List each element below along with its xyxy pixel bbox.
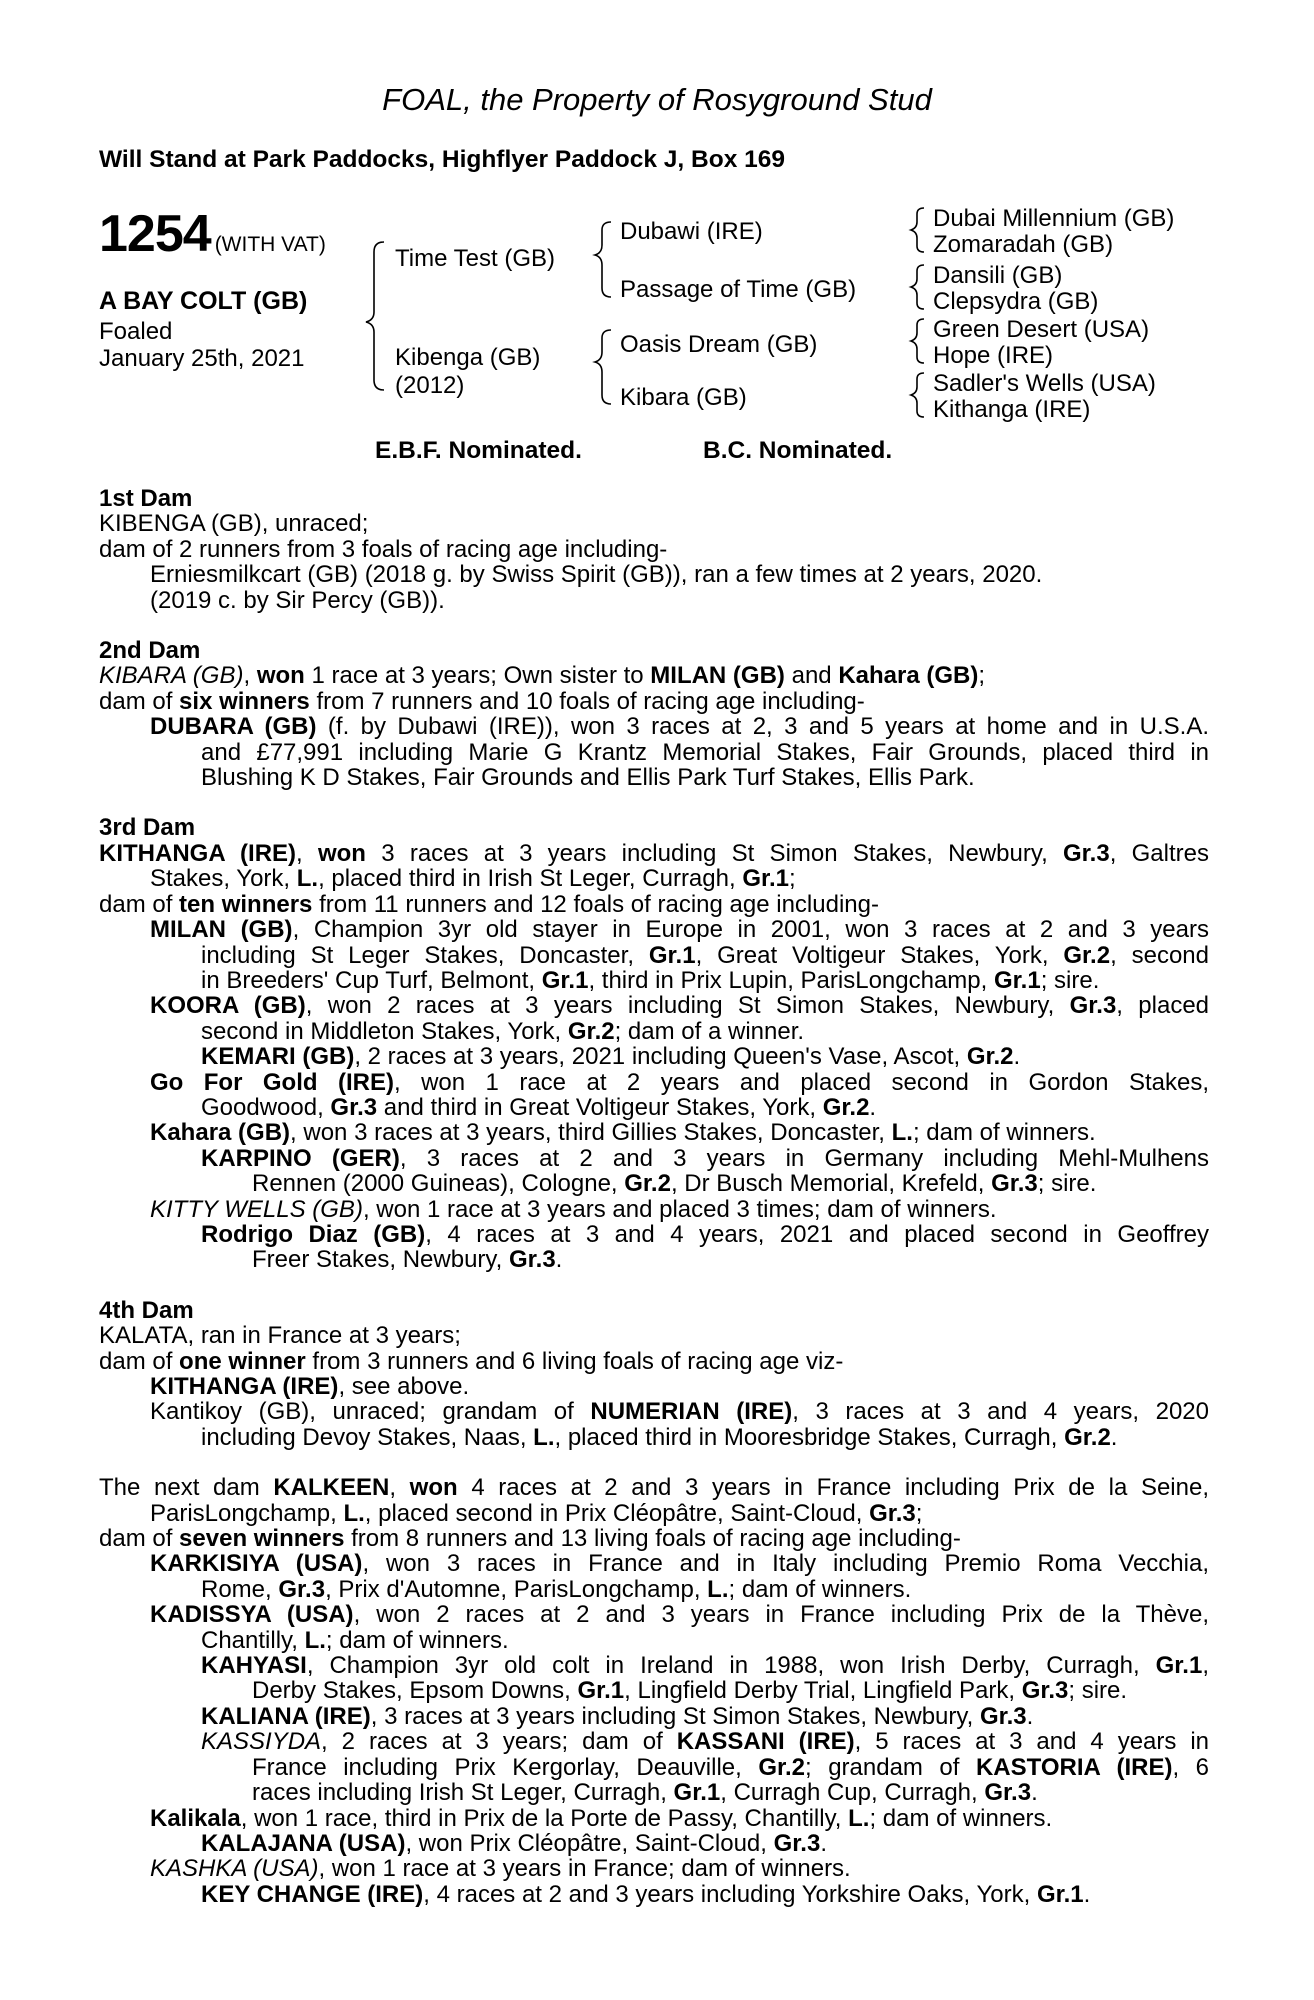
page-title: FOAL, the Property of Rosyground Stud	[382, 82, 932, 117]
text-run: , second	[1110, 941, 1209, 969]
text-run: ;	[978, 662, 986, 690]
entry-line	[99, 1374, 1209, 1399]
entry-line	[99, 943, 1209, 968]
entry-line	[99, 1247, 1209, 1272]
stand-location: Will Stand at Park Paddocks, Highflyer Paddock J, Box 169	[99, 146, 785, 173]
entry-line	[99, 993, 1209, 1018]
bold-text: KARPINO (GER)	[201, 1144, 400, 1172]
entry-line	[99, 689, 1209, 714]
bold-text: Gr.3	[278, 1575, 326, 1603]
bold-text: DUBARA (GB)	[150, 713, 317, 741]
dam-heading: 2nd Dam	[99, 637, 201, 665]
text-run: , won 3 races in France and in Italy including Premio Roma Vecchia,	[362, 1550, 1210, 1578]
text-run: .	[1031, 1779, 1038, 1807]
bold-text: one winner	[179, 1347, 306, 1375]
text-run: .	[820, 1829, 827, 1857]
text-run: .	[1110, 1423, 1118, 1451]
bold-text: L.	[848, 1804, 870, 1832]
pedigree-sdd: Clepsydra (GB)	[933, 288, 1099, 315]
text-run: , Galtres	[1109, 839, 1209, 867]
bold-text: Gr.1	[577, 1677, 625, 1705]
entry-line	[99, 1501, 1209, 1526]
bold-text: KITHANGA (IRE)	[150, 1373, 339, 1400]
pedigree-dam: Kibenga (GB)	[395, 344, 541, 371]
bold-text: Gr.3	[869, 1499, 916, 1527]
bold-text: Gr.1	[673, 1779, 721, 1807]
bold-text: Gr.2	[1064, 1423, 1111, 1451]
text-run: 1 race at 3 years; Own sister to	[304, 662, 651, 690]
pedigree-dds: Sadler's Wells (USA)	[933, 370, 1156, 397]
bold-text: Gr.1	[648, 941, 696, 969]
text-run: , won 2 races at 3 years including St Simon Stakes, Newbury,	[305, 992, 1070, 1020]
text-run: , 4 races at 2 and 3 years including Yorkshire Oaks, York,	[423, 1880, 1037, 1908]
entry-line	[99, 1526, 1209, 1551]
text-run: 4 races at 2 and 3 years in France including Prix de la Seine,	[457, 1474, 1209, 1502]
entry-line	[99, 1678, 1209, 1703]
text-run: , 3 races at 3 years including St Simon Stakes, Newbury,	[370, 1702, 980, 1730]
bold-text: Rodrigo Diaz (GB)	[201, 1220, 426, 1248]
bold-text: Kahara (GB)	[838, 662, 979, 690]
catalogue-body	[99, 486, 1209, 1932]
text-run: Kantikoy (GB), unraced; grandam of	[150, 1398, 591, 1426]
text-run: and £77,991 including Marie G Krantz Memorial Stakes, Fair Grounds, placed third in	[201, 738, 1209, 766]
bold-text: Gr.2	[624, 1170, 671, 1198]
text-run: ,	[1202, 1652, 1209, 1680]
text-run: , 5 races at 3 and 4 years in	[854, 1728, 1210, 1756]
text-run: ,	[243, 662, 257, 690]
entry-line	[99, 1551, 1209, 1576]
text-run: , placed third in Mooresbridge Stakes, Curragh,	[554, 1423, 1065, 1451]
text-run: ; dam of winners.	[325, 1626, 509, 1654]
bold-text: won	[317, 839, 366, 867]
text-run: , placed third in Irish St Leger, Curragh,	[318, 865, 743, 893]
foaled-date: January 25th, 2021	[99, 345, 305, 372]
text-run: , won 3 races at 3 years, third Gillies Stakes, Doncaster,	[290, 1119, 892, 1147]
entry-line	[99, 511, 1209, 536]
entry-line	[99, 1222, 1209, 1247]
text-run: .	[869, 1093, 877, 1121]
bold-text: Kalikala	[150, 1804, 241, 1832]
text-run: , placed second in Prix Cléopâtre, Saint-Cloud,	[364, 1499, 870, 1527]
bold-text: KALIANA (IRE)	[201, 1702, 371, 1730]
text-run: , Lingfield Derby Trial, Lingfield Park,	[624, 1677, 1022, 1705]
entry-line	[99, 1882, 1209, 1907]
pedigree-ddd: Kithanga (IRE)	[933, 396, 1091, 423]
text-run: , Prix d'Automne, ParisLongchamp,	[325, 1575, 708, 1603]
text-run: races including Irish St Leger, Curragh,	[252, 1779, 674, 1807]
entry-line	[99, 1425, 1209, 1450]
bold-text: L.	[707, 1575, 729, 1603]
text-run: ; dam of winners.	[912, 1119, 1096, 1147]
entry-line	[99, 968, 1209, 993]
entry-line	[99, 1399, 1209, 1424]
text-run: France including Prix Kergorlay, Deauville,	[252, 1753, 759, 1781]
bold-text: Gr.1	[1155, 1652, 1203, 1680]
text-run: ;	[915, 1499, 923, 1527]
entry-line	[99, 1729, 1209, 1754]
entry-line	[99, 1831, 1209, 1856]
text-run: and third in Great Voltigeur Stakes, York,	[377, 1093, 823, 1121]
bold-text: Gr.3	[508, 1246, 556, 1274]
bold-text: Gr.2	[758, 1753, 806, 1781]
text-run: ParisLongchamp,	[150, 1499, 344, 1527]
text-run: , 2 races at 3 years; dam of	[321, 1728, 677, 1756]
bold-text: Gr.3	[1021, 1677, 1069, 1705]
dam-section	[99, 638, 1209, 790]
text-run: dam of 2 runners from 3 foals of racing age including-	[99, 535, 668, 563]
text-run: from 3 runners and 6 living foals of racing age viz-	[305, 1347, 844, 1375]
italic-text: KIBARA (GB)	[99, 662, 244, 690]
text-run: ; dam of a winner.	[614, 1017, 805, 1045]
bold-text: Gr.3	[979, 1702, 1027, 1730]
bold-text: won	[409, 1474, 458, 1502]
pedigree-dam-year: (2012)	[395, 372, 465, 399]
bold-text: six winners	[179, 687, 310, 715]
pedigree-sire-sire: Dubawi (IRE)	[620, 218, 763, 245]
text-run: including St Leger Stakes, Doncaster,	[201, 941, 649, 969]
bold-text: NUMERIAN (IRE)	[590, 1398, 793, 1426]
text-run: ; grandam of	[805, 1753, 976, 1781]
text-run: , 3 races at 2 and 3 years in Germany including Mehl-Mulhens	[399, 1144, 1209, 1172]
pedigree-sire: Time Test (GB)	[395, 245, 556, 272]
text-run: from 11 runners and 12 foals of racing age including-	[312, 890, 879, 918]
text-run: dam of	[99, 687, 180, 715]
bold-text: Gr.3	[1069, 992, 1117, 1020]
text-run: ,	[389, 1474, 410, 1502]
bold-text: Gr.2	[822, 1093, 870, 1121]
italic-text: KITTY WELLS (GB)	[150, 1195, 363, 1223]
foaled-info	[99, 318, 305, 372]
bold-text: Gr.3	[330, 1093, 378, 1121]
bold-text: Gr.1	[742, 865, 790, 893]
text-run: , won 1 race, third in Prix de la Porte de Passy, Chantilly,	[240, 1804, 849, 1832]
text-run: 3 races at 3 years including St Simon Stakes, Newbury,	[365, 839, 1063, 867]
text-run: (2019 c. by Sir Percy (GB)).	[150, 586, 445, 614]
text-run: , see above.	[338, 1373, 470, 1400]
text-run: ; sire.	[1068, 1677, 1128, 1705]
text-run: and	[784, 662, 839, 690]
entry-line	[99, 1070, 1209, 1095]
dam-section	[99, 486, 1209, 613]
text-run: , third in Prix Lupin, ParisLongchamp,	[588, 966, 994, 994]
entry-line	[99, 1095, 1209, 1120]
text-run: ; sire.	[1037, 1170, 1097, 1198]
entry-line	[99, 1577, 1209, 1602]
pedigree-sss: Dubai Millennium (GB)	[933, 205, 1175, 232]
bold-text: Gr.1	[1036, 1880, 1084, 1908]
bold-text: KASTORIA (IRE)	[975, 1753, 1173, 1781]
bold-text: Gr.2	[567, 1017, 615, 1045]
text-run: , Curragh Cup, Curragh,	[720, 1779, 985, 1807]
entry-line	[99, 1019, 1209, 1044]
text-run: KALATA, ran in France at 3 years;	[99, 1322, 461, 1350]
italic-text: KASHKA (USA)	[150, 1855, 319, 1883]
text-run: dam of	[99, 1525, 180, 1553]
text-run: Erniesmilkcart (GB) (2018 g. by Swiss Spirit (GB)), ran a few times at 2 years, 2020.	[150, 561, 1043, 589]
entry-line	[99, 562, 1209, 587]
dam-heading: 3rd Dam	[99, 814, 196, 842]
text-run: Freer Stakes, Newbury,	[252, 1246, 509, 1274]
bold-text: Gr.3	[991, 1170, 1038, 1198]
bc-nomination: B.C. Nominated.	[703, 437, 893, 464]
entry-line	[99, 866, 1209, 891]
bold-text: L.	[533, 1423, 555, 1451]
text-run: KIBENGA (GB), unraced;	[99, 510, 369, 538]
dam-section	[99, 1298, 1209, 1450]
entry-line	[99, 588, 1209, 613]
entry-line	[99, 663, 1209, 688]
text-run: , Champion 3yr old colt in Ireland in 1988, won Irish Derby, Curragh,	[306, 1652, 1156, 1680]
text-run: including Devoy Stakes, Naas,	[201, 1423, 534, 1451]
dam-section	[99, 1475, 1209, 1907]
entry-line	[99, 1197, 1209, 1222]
text-run: , Dr Busch Memorial, Krefeld,	[670, 1170, 992, 1198]
entry-line	[99, 841, 1209, 866]
text-run: , won 1 race at 3 years and placed 3 times; dam of winners.	[362, 1195, 997, 1223]
bold-text: KEY CHANGE (IRE)	[201, 1880, 424, 1908]
text-run: from 7 runners and 10 foals of racing age including-	[309, 687, 865, 715]
pedigree-dam-sire: Oasis Dream (GB)	[620, 331, 818, 358]
text-run: ,	[296, 839, 318, 867]
text-run: Stakes, York,	[150, 865, 297, 893]
text-run: The next dam	[99, 1474, 274, 1502]
text-run: , won 2 races at 2 and 3 years in France including Prix de la Thève,	[353, 1601, 1210, 1629]
bold-text: Gr.2	[1063, 941, 1111, 969]
text-run: Rennen (2000 Guineas), Cologne,	[252, 1170, 625, 1198]
text-run: in Breeders' Cup Turf, Belmont,	[201, 966, 542, 994]
bold-text: KITHANGA (IRE)	[99, 839, 297, 867]
entry-line	[99, 1755, 1209, 1780]
text-run: dam of	[99, 890, 180, 918]
entry-line	[99, 1475, 1209, 1500]
text-run: , won 1 race at 3 years in France; dam of winners.	[318, 1855, 851, 1883]
lot-number: 1254	[99, 205, 211, 263]
pedigree-sire-dam: Passage of Time (GB)	[620, 276, 857, 303]
bold-text: KARKISIYA (USA)	[150, 1550, 363, 1578]
bold-text: KADISSYA (USA)	[150, 1601, 354, 1629]
text-run: , won 1 race at 2 years and placed second in Gordon Stakes,	[393, 1068, 1209, 1096]
text-run: Goodwood,	[201, 1093, 331, 1121]
text-run: dam of	[99, 1347, 180, 1375]
entry-line	[99, 1044, 1209, 1069]
italic-text: KASSIYDA	[201, 1728, 322, 1756]
text-run: , Champion 3yr old stayer in Europe in 2001, won 3 races at 2 and 3 years	[292, 916, 1209, 944]
bold-text: L.	[343, 1499, 365, 1527]
pedigree-ssd: Zomaradah (GB)	[933, 231, 1114, 258]
text-run: Derby Stakes, Epsom Downs,	[252, 1677, 578, 1705]
text-run: , 3 races at 3 and 4 years, 2020	[792, 1398, 1209, 1426]
entry-line	[99, 1602, 1209, 1627]
bold-text: KEMARI (GB)	[201, 1043, 355, 1071]
bold-text: L.	[304, 1626, 326, 1654]
bold-text: L.	[296, 865, 319, 893]
pedigree-dam-dam: Kibara (GB)	[620, 384, 747, 411]
bold-text: KALAJANA (USA)	[201, 1829, 406, 1857]
dam-heading: 1st Dam	[99, 485, 193, 512]
text-run: ; dam of winners.	[728, 1575, 912, 1603]
text-run: , placed	[1116, 992, 1210, 1020]
bold-text: won	[256, 662, 305, 690]
text-run: ;	[789, 865, 796, 893]
text-run: ; sire.	[1040, 966, 1100, 994]
entry-line	[99, 917, 1209, 942]
dam-heading: 4th Dam	[99, 1296, 194, 1324]
entry-line	[99, 1780, 1209, 1805]
bold-text: MILAN (GB)	[650, 662, 785, 690]
bold-text: Kahara (GB)	[150, 1119, 291, 1147]
entry-line	[99, 1349, 1209, 1374]
text-run: .	[555, 1246, 563, 1274]
entry-line	[99, 1704, 1209, 1729]
pedigree-sds: Dansili (GB)	[933, 262, 1063, 289]
vat-note: (WITH VAT)	[214, 233, 326, 256]
text-run: Blushing K D Stakes, Fair Grounds and Ellis Park Turf Stakes, Ellis Park.	[201, 764, 975, 792]
bold-text: Gr.3	[773, 1829, 821, 1857]
bold-text: L.	[891, 1119, 913, 1147]
entry-line	[99, 740, 1209, 765]
lot-header	[99, 204, 326, 264]
bold-text: Gr.3	[1063, 839, 1110, 867]
bold-text: seven winners	[179, 1525, 345, 1553]
text-run: ; dam of winners.	[869, 1804, 1053, 1832]
entry-line	[99, 1323, 1209, 1348]
text-run: , won Prix Cléopâtre, Saint-Cloud,	[405, 1829, 774, 1857]
bold-text: Gr.2	[966, 1043, 1014, 1071]
entry-line	[99, 537, 1209, 562]
bold-text: KAHYASI	[201, 1652, 307, 1680]
horse-description: A BAY COLT (GB)	[99, 287, 308, 315]
text-run: .	[1083, 1880, 1091, 1908]
entry-line	[99, 1653, 1209, 1678]
bold-text: ten winners	[179, 890, 313, 918]
bold-text: KOORA (GB)	[150, 992, 306, 1020]
bold-text: KALKEEN	[273, 1474, 390, 1502]
entry-line	[99, 1146, 1209, 1171]
entry-line	[99, 1856, 1209, 1881]
entry-line	[99, 1628, 1209, 1653]
entry-line	[99, 892, 1209, 917]
pedigree-dsd: Hope (IRE)	[933, 342, 1054, 369]
entry-line	[99, 765, 1209, 790]
text-run: .	[1026, 1702, 1034, 1730]
text-run: (f. by Dubawi (IRE)), won 3 races at 2, 3 and 5 years at home and in U.S.A.	[316, 713, 1209, 741]
entry-line	[99, 1806, 1209, 1831]
text-run: , 4 races at 3 and 4 years, 2021 and placed second in Geoffrey	[425, 1220, 1210, 1248]
bold-text: Go For Gold (IRE)	[150, 1068, 394, 1096]
bold-text: Gr.1	[993, 966, 1041, 994]
pedigree-dss: Green Desert (USA)	[933, 316, 1150, 343]
text-run: second in Middleton Stakes, York,	[201, 1017, 568, 1045]
entry-line	[99, 714, 1209, 739]
text-run: Rome,	[201, 1575, 279, 1603]
text-run: .	[1013, 1043, 1021, 1071]
foaled-label: Foaled	[99, 318, 173, 345]
text-run: , Great Voltigeur Stakes, York,	[695, 941, 1064, 969]
text-run: , 2 races at 3 years, 2021 including Queen's Vase, Ascot,	[354, 1043, 967, 1071]
text-run: , 6	[1172, 1753, 1209, 1781]
bold-text: Gr.1	[541, 966, 589, 994]
entry-line	[99, 1171, 1209, 1196]
entry-line	[99, 1120, 1209, 1145]
dam-section	[99, 815, 1209, 1272]
bold-text: KASSANI (IRE)	[676, 1728, 855, 1756]
bold-text: Gr.3	[984, 1779, 1032, 1807]
text-run: Chantilly,	[201, 1626, 305, 1654]
text-run: from 8 runners and 13 living foals of racing age including-	[344, 1525, 961, 1553]
bold-text: MILAN (GB)	[150, 916, 293, 944]
ebf-nomination: E.B.F. Nominated.	[375, 437, 582, 464]
